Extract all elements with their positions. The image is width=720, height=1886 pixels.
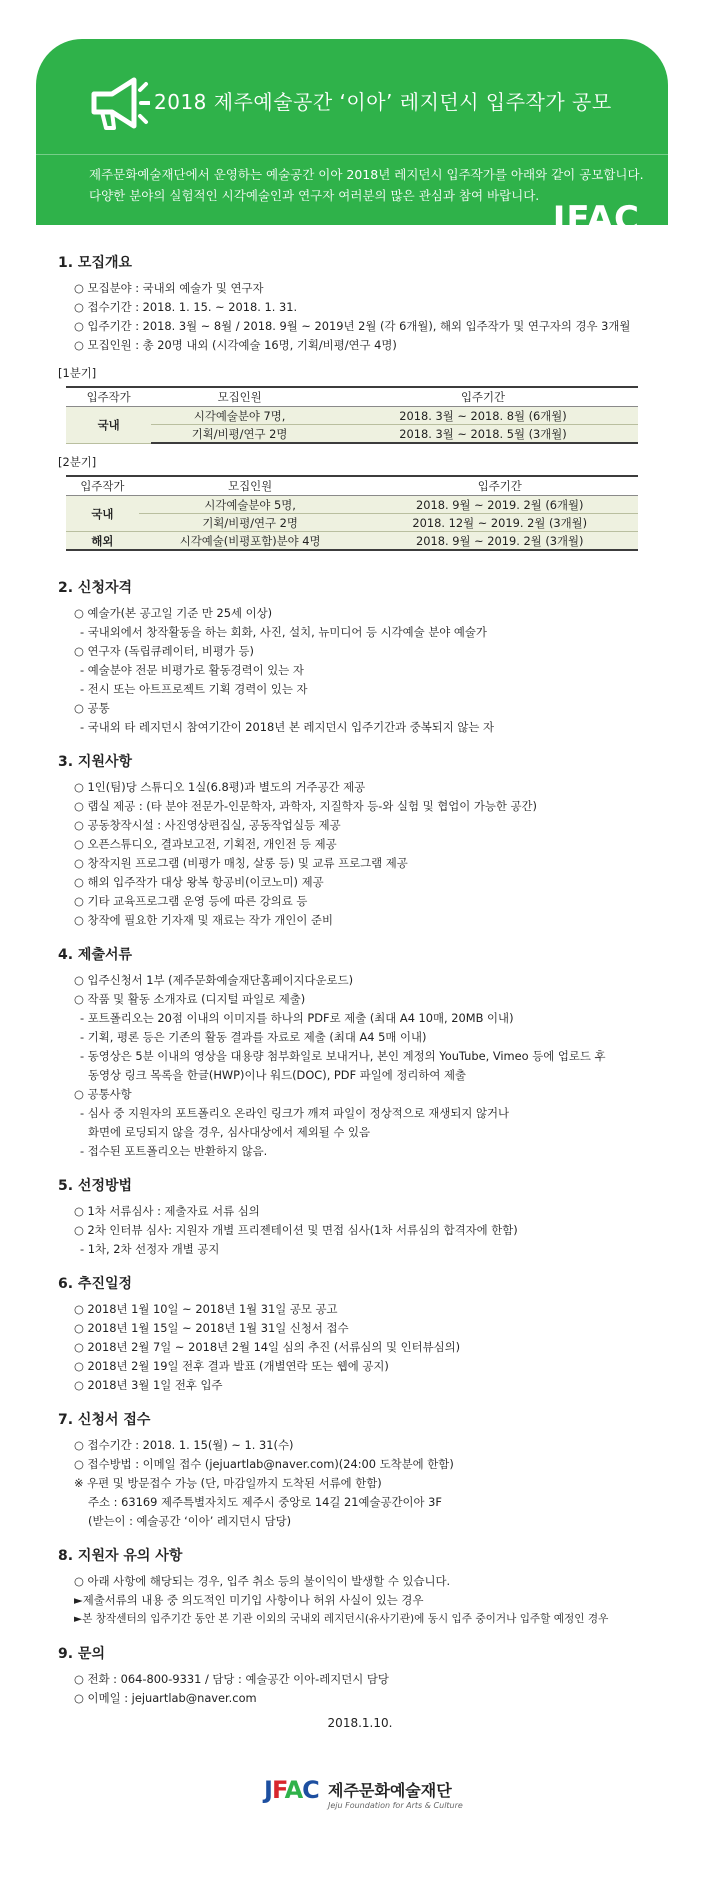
- section-selection: [58, 1175, 668, 1259]
- section-title: 5. 선정방법: [58, 1178, 133, 1194]
- section-contact: [58, 1643, 668, 1708]
- list-item: - 1차, 2차 선정자 개별 공지: [80, 1242, 220, 1256]
- intro-text-line-2: 다양한 분야의 실험적인 시각예술인과 연구자 여러분의 많은 관심과 참여 바랍니다.: [89, 188, 540, 203]
- table-cell: 2018. 9월 ~ 2019. 2월 (3개월): [362, 532, 639, 551]
- list-item: - 심사 중 지원자의 포트폴리오 온라인 링크가 깨져 파일이 정상적으로 재생되지 않거나: [80, 1106, 510, 1120]
- list-item: ○ 2차 인터뷰 심사: 지원자 개별 프리젠테이션 및 면접 심사(1차 서류심의 합격자에 한함): [74, 1223, 518, 1237]
- table-cell-category: 해외: [66, 532, 139, 551]
- list-item: - 기획, 평론 등은 기존의 활동 결과를 자료로 제출 (최대 A4 5매 이내): [80, 1030, 427, 1044]
- megaphone-icon: [86, 72, 150, 134]
- list-item: ○ 아래 사항에 해당되는 경우, 입주 취소 등의 불이익이 발생할 수 있습니다.: [74, 1574, 451, 1588]
- list-item: ○ 공통: [74, 701, 110, 715]
- announcement-body: [58, 248, 668, 1722]
- table-cell: 2018. 9월 ~ 2019. 2월 (6개월): [362, 496, 639, 514]
- table-row: [66, 425, 638, 444]
- list-item: ○ 1인(팀)당 스튜디오 1실(6.8평)과 별도의 거주공간 제공: [74, 780, 366, 794]
- list-item: ○ 2018년 1월 15일 ~ 2018년 1월 31일 신청서 접수: [74, 1321, 349, 1335]
- list-item: ►본 창작센터의 입주기간 동안 본 기관 이외의 국내외 레지던시(유사기관)에 동시 입주 중이거나 입주할 예정인 경우: [74, 1613, 609, 1625]
- table-header: 입주작가: [66, 387, 151, 407]
- list-item: ○ 2018년 2월 7일 ~ 2018년 2월 14일 심의 추진 (서류심의 및 인터뷰심의): [74, 1340, 461, 1354]
- list-item: ○ 공통사항: [74, 1087, 132, 1101]
- section-title: 4. 제출서류: [58, 947, 133, 963]
- list-item: ○ 모집분야 : 국내외 예술가 및 연구자: [74, 281, 264, 295]
- list-item: 동영상 링크 목록을 한글(HWP)이나 워드(DOC), PDF 파일에 정리하여 제출: [88, 1068, 467, 1082]
- list-item: ○ 작품 및 활동 소개자료 (디지털 파일로 제출): [74, 992, 306, 1006]
- list-item: - 접수된 포트폴리오는 반환하지 않음.: [80, 1144, 268, 1158]
- table-header: 모집인원: [139, 476, 362, 496]
- list-item: ○ 2018년 2월 19일 전후 결과 발표 (개별연락 또는 웹에 공지): [74, 1359, 389, 1373]
- announcement-date: 2018.1.10.: [327, 1716, 393, 1730]
- quarter-2-table: [66, 475, 638, 551]
- table-row: [66, 532, 638, 551]
- list-item: - 국내외에서 창작활동을 하는 회화, 사진, 설치, 뉴미디어 등 시각예술 분야 예술가: [80, 625, 487, 639]
- list-item: ○ 창작에 필요한 기자재 및 재료는 작가 개인이 준비: [74, 913, 333, 927]
- list-item: ○ 1차 서류심사 : 제출자료 서류 심의: [74, 1204, 260, 1218]
- section-title: 6. 추진일정: [58, 1276, 133, 1292]
- section-schedule: [58, 1273, 668, 1395]
- contact-phone: ○ 전화 : 064-800-9331 / 담당 : 예술공간 이아-레지던시 담당: [74, 1672, 389, 1686]
- list-item: ○ 2018년 3월 1일 전후 입주: [74, 1378, 223, 1392]
- list-item: - 동영상은 5분 이내의 영상을 대용량 첨부화일로 보내거나, 본인 계정의 YouTube, Vimeo 등에 업로드 후: [80, 1049, 606, 1063]
- table-cell: 시각예술(비평포함)분야 4명: [139, 532, 362, 551]
- page-title: 2018 제주예술공간 ‘이아’ 레지던시 입주작가 공모: [154, 90, 612, 114]
- table-header: 입주작가: [66, 476, 139, 496]
- table-cell: 시각예술분야 7명,: [151, 407, 328, 425]
- table-row: [66, 407, 638, 425]
- list-item: ○ 랩실 제공 : (타 분야 전문가-인문학자, 과학자, 지질학자 등-와 실험 및 협업이 가능한 공간): [74, 799, 537, 813]
- list-item: ►제출서류의 내용 중 의도적인 미기입 사항이나 허위 사실이 있는 경우: [74, 1593, 424, 1607]
- list-item: - 포트폴리오는 20점 이내의 이미지를 하나의 PDF로 제출 (최대 A4 10매, 20MB 이내): [80, 1011, 514, 1025]
- section-title: 9. 문의: [58, 1646, 105, 1662]
- table-cell: 2018. 12월 ~ 2019. 2월 (3개월): [362, 514, 639, 532]
- table-row: [66, 496, 638, 514]
- quarter-1-table: [66, 386, 638, 444]
- list-item: ○ 해외 입주작가 대상 왕복 항공비(이코노미) 제공: [74, 875, 324, 889]
- header-banner: [36, 39, 668, 239]
- table-header: 모집인원: [151, 387, 328, 407]
- list-item: (받는이 : 예술공간 ‘이아’ 레지던시 담당): [88, 1514, 292, 1528]
- list-item: ○ 2018년 1월 10일 ~ 2018년 1월 31일 공모 공고: [74, 1302, 338, 1316]
- list-item: ○ 입주신청서 1부 (제주문화예술재단홈페이지다운로드): [74, 973, 354, 987]
- list-item: 화면에 로딩되지 않을 경우, 심사대상에서 제외될 수 있음: [88, 1125, 371, 1139]
- table-row: [66, 514, 638, 532]
- table-cell-category: 국내: [66, 496, 139, 532]
- list-item: ○ 접수기간 : 2018. 1. 15. ~ 2018. 1. 31.: [74, 300, 298, 314]
- table-header: 입주기간: [362, 476, 639, 496]
- table-cell: 기획/비평/연구 2명: [139, 514, 362, 532]
- table-cell: 2018. 3월 ~ 2018. 8월 (6개월): [328, 407, 638, 425]
- table-cell: 기획/비평/연구 2명: [151, 425, 328, 444]
- section-support: [58, 751, 668, 930]
- section-title: 3. 지원사항: [58, 754, 133, 770]
- section-application: [58, 1409, 668, 1531]
- list-item: 주소 : 63169 제주특별자치도 제주시 중앙로 14길 21예술공간이아 3F: [88, 1495, 442, 1509]
- list-item: - 예술분야 전문 비평가로 활동경력이 있는 자: [80, 663, 304, 677]
- section-eligibility: [58, 577, 668, 737]
- section-title: 1. 모집개요: [58, 255, 133, 271]
- quarter-label: [2분기]: [58, 455, 97, 469]
- section-documents: [58, 944, 668, 1161]
- table-cell: 2018. 3월 ~ 2018. 5월 (3개월): [328, 425, 638, 444]
- contact-email: ○ 이메일 : jejuartlab@naver.com: [74, 1691, 257, 1705]
- list-item: ○ 접수기간 : 2018. 1. 15(월) ~ 1. 31(수): [74, 1438, 294, 1452]
- list-item: ○ 창작지원 프로그램 (비평가 매칭, 살롱 등) 및 교류 프로그램 제공: [74, 856, 408, 870]
- banner-divider: [36, 154, 668, 155]
- list-item: ○ 접수방법 : 이메일 접수 (jejuartlab@naver.com)(24:00 도착분에 한함): [74, 1457, 454, 1471]
- organization-name: 제주문화예술재단: [328, 1781, 452, 1800]
- quarter-label: [1분기]: [58, 366, 97, 380]
- section-title: 8. 지원자 유의 사항: [58, 1548, 183, 1564]
- section-title: 2. 신청자격: [58, 580, 133, 596]
- list-item: ○ 공동창작시설 : 사진영상편집실, 공동작업실등 제공: [74, 818, 341, 832]
- list-item: - 국내외 타 레지던시 참여기간이 2018년 본 레지던시 입주기간과 중복되지 않는 자: [80, 720, 495, 734]
- list-item: - 전시 또는 아트프로젝트 기획 경력이 있는 자: [80, 682, 308, 696]
- table-header: 입주기간: [328, 387, 638, 407]
- section-notices: [58, 1545, 668, 1629]
- list-item: ○ 오픈스튜디오, 결과보고전, 기획전, 개인전 등 제공: [74, 837, 337, 851]
- jfac-logo: JFAC: [264, 1776, 319, 1804]
- banner-logo: JFAC: [552, 199, 640, 239]
- section-title: 7. 신청서 접수: [58, 1412, 151, 1428]
- table-cell: 시각예술분야 5명,: [139, 496, 362, 514]
- list-item: ○ 기타 교육프로그램 운영 등에 따른 강의료 등: [74, 894, 308, 908]
- list-item: ○ 입주기간 : 2018. 3월 ~ 8월 / 2018. 9월 ~ 2019년 2월 (각 6개월), 해외 입주작가 및 연구자의 경우 3개월: [74, 319, 631, 333]
- organization-name-english: Jeju Foundation for Arts & Culture: [328, 1801, 463, 1810]
- list-item: ※ 우편 및 방문접수 가능 (단, 마감일까지 도착된 서류에 한함): [74, 1476, 382, 1490]
- list-item: ○ 예술가(본 공고일 기준 만 25세 이상): [74, 606, 273, 620]
- list-item: ○ 모집인원 : 총 20명 내외 (시각예술 16명, 기획/비평/연구 4명): [74, 338, 397, 352]
- list-item: ○ 연구자 (독립큐레이터, 비평가 등): [74, 644, 254, 658]
- section-recruitment-overview: [58, 252, 668, 551]
- table-cell-category: 국내: [66, 407, 151, 444]
- intro-text-line-1: 제주문화예술재단에서 운영하는 예술공간 이아 2018년 레지던시 입주작가를 아래와 같이 공모합니다.: [89, 167, 644, 182]
